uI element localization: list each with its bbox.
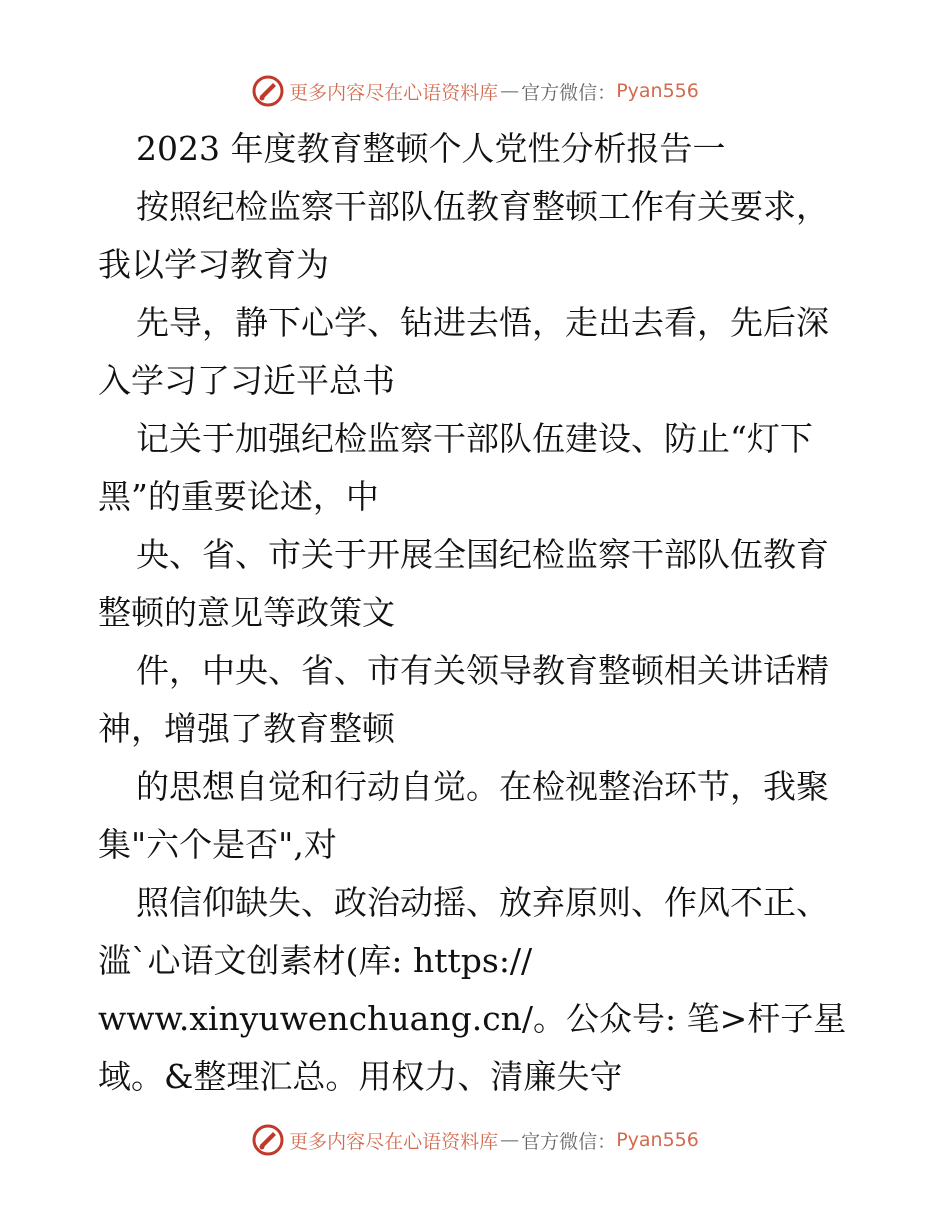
brand-logo-icon [251, 74, 285, 108]
banner-wechat-label: 官方微信： [521, 1130, 617, 1153]
paragraph-line: 件，中央、省、市有关领导教育整顿相关讲话精 [136, 651, 829, 690]
banner-site-text: 更多内容尽在心语资料库 [289, 1130, 499, 1153]
paragraph-line: www.xinyuwenchuang.cn/。公众号: 笔>杆子星 [98, 999, 847, 1038]
paragraph-line: 入学习了习近平总书 [98, 361, 395, 400]
banner-site-text: 更多内容尽在心语资料库 [289, 81, 499, 104]
paragraph-line: 集"六个是否",对 [98, 825, 337, 864]
paragraph-line: 黑”的重要论述，中 [98, 477, 379, 516]
document-body [98, 120, 858, 1106]
banner-wechat-id: Pyan556 [616, 1129, 699, 1151]
paragraph-line: 记关于加强纪检监察干部队伍建设、防止“灯下 [136, 419, 813, 458]
paragraph-line: 照信仰缺失、政治动摇、放弃原则、作风不正、 [136, 883, 829, 922]
paragraph-line: 整顿的意见等政策文 [98, 593, 395, 632]
paragraph-line: 滥`心语文创素材(库: https:// [98, 941, 533, 980]
paragraph-line: 我以学习教育为 [98, 245, 329, 284]
paragraph-line: 央、省、市关于开展全国纪检监察干部队伍教育 [136, 535, 829, 574]
paragraph-line: 先导，静下心学、钻进去悟，走出去看，先后深 [136, 303, 829, 342]
banner-separator: — [500, 1129, 520, 1151]
footer-banner [0, 1120, 950, 1160]
banner-wechat-label: 官方微信： [521, 81, 617, 104]
paragraph-line: 按照纪检监察干部队伍教育整顿工作有关要求， [136, 187, 829, 226]
paragraph-line: 神，增强了教育整顿 [98, 709, 395, 748]
document-title: 2023 年度教育整顿个人党性分析报告一 [136, 129, 726, 168]
paragraph-line: 域。&整理汇总。用权力、清廉失守 [98, 1057, 623, 1096]
banner-separator: — [500, 80, 520, 102]
header-banner [0, 71, 950, 111]
brand-logo-icon [251, 1123, 285, 1157]
paragraph-line: 的思想自觉和行动自觉。在检视整治环节，我聚 [136, 767, 829, 806]
banner-wechat-id: Pyan556 [616, 80, 699, 102]
